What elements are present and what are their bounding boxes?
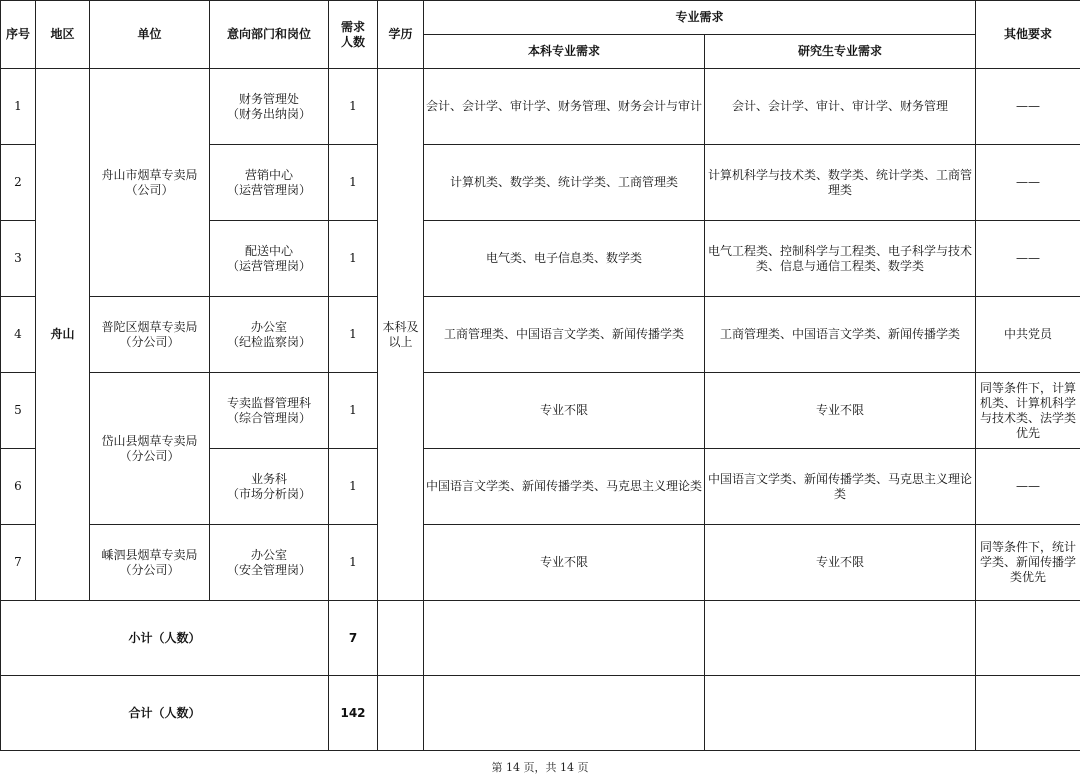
row-grad: 专业不限 — [705, 373, 976, 449]
row-count: 1 — [329, 449, 378, 525]
row-count: 1 — [329, 69, 378, 145]
row-dept: 业务科 （市场分析岗） — [210, 449, 329, 525]
header-region: 地区 — [36, 1, 90, 69]
empty-cell — [378, 601, 424, 676]
empty-cell — [705, 676, 976, 751]
row-other: —— — [976, 221, 1080, 297]
row-seq: 2 — [1, 145, 36, 221]
row-seq: 5 — [1, 373, 36, 449]
row-undergrad: 会计、会计学、审计学、财务管理、财务会计与审计 — [424, 69, 705, 145]
row-count: 1 — [329, 221, 378, 297]
row-seq: 4 — [1, 297, 36, 373]
row-other: 中共党员 — [976, 297, 1080, 373]
row-other: —— — [976, 145, 1080, 221]
row-dept: 营销中心 （运营管理岗） — [210, 145, 329, 221]
row-grad: 专业不限 — [705, 525, 976, 601]
row-dept: 办公室 （纪检监察岗） — [210, 297, 329, 373]
row-undergrad: 专业不限 — [424, 525, 705, 601]
row-grad: 工商管理类、中国语言文学类、新闻传播学类 — [705, 297, 976, 373]
header-undergrad: 本科专业需求 — [424, 35, 705, 69]
row-other: —— — [976, 449, 1080, 525]
table-row — [1, 373, 1080, 449]
row-other: 同等条件下，统计学类、新闻传播学类优先 — [976, 525, 1080, 601]
row-undergrad: 中国语言文学类、新闻传播学类、马克思主义理论类 — [424, 449, 705, 525]
empty-cell — [976, 601, 1080, 676]
header-grad: 研究生专业需求 — [705, 35, 976, 69]
row-undergrad: 计算机类、数学类、统计学类、工商管理类 — [424, 145, 705, 221]
subtotal-value: 7 — [329, 601, 378, 676]
row-seq: 7 — [1, 525, 36, 601]
total-value: 142 — [329, 676, 378, 751]
empty-cell — [976, 676, 1080, 751]
header-other: 其他要求 — [976, 1, 1080, 69]
education-cell: 本科及 以上 — [378, 69, 424, 601]
empty-cell — [424, 676, 705, 751]
unit-cell: 嵊泗县烟草专卖局 （分公司） — [90, 525, 210, 601]
row-seq: 3 — [1, 221, 36, 297]
row-dept: 专卖监督管理科 （综合管理岗） — [210, 373, 329, 449]
row-other: 同等条件下，计算机类、计算机科学与技术类、法学类优先 — [976, 373, 1080, 449]
subtotal-row — [1, 601, 1080, 676]
row-seq: 1 — [1, 69, 36, 145]
row-seq: 6 — [1, 449, 36, 525]
total-row — [1, 676, 1080, 751]
unit-cell: 普陀区烟草专卖局 （分公司） — [90, 297, 210, 373]
table-row — [1, 297, 1080, 373]
table-row — [1, 69, 1080, 145]
table-row — [1, 525, 1080, 601]
header-count: 需求 人数 — [329, 1, 378, 69]
row-grad: 中国语言文学类、新闻传播学类、马克思主义理论类 — [705, 449, 976, 525]
row-undergrad: 工商管理类、中国语言文学类、新闻传播学类 — [424, 297, 705, 373]
page-footer: 第 14 页，共 14 页 — [491, 761, 589, 774]
header-row-1 — [1, 1, 1080, 35]
unit-cell: 舟山市烟草专卖局 （公司） — [90, 69, 210, 297]
row-grad: 会计、会计学、审计、审计学、财务管理 — [705, 69, 976, 145]
empty-cell — [378, 676, 424, 751]
row-undergrad: 电气类、电子信息类、数学类 — [424, 221, 705, 297]
region-cell: 舟山 — [36, 69, 90, 601]
row-count: 1 — [329, 297, 378, 373]
subtotal-label: 小计（人数） — [1, 601, 329, 676]
row-undergrad: 专业不限 — [424, 373, 705, 449]
row-count: 1 — [329, 525, 378, 601]
total-label: 合计（人数） — [1, 676, 329, 751]
header-education: 学历 — [378, 1, 424, 69]
header-major: 专业需求 — [424, 1, 976, 35]
row-count: 1 — [329, 145, 378, 221]
row-grad: 计算机科学与技术类、数学类、统计学类、工商管理类 — [705, 145, 976, 221]
header-unit: 单位 — [90, 1, 210, 69]
row-dept: 财务管理处 （财务出纳岗） — [210, 69, 329, 145]
header-seq: 序号 — [1, 1, 36, 69]
empty-cell — [705, 601, 976, 676]
row-dept: 配送中心 （运营管理岗） — [210, 221, 329, 297]
row-grad: 电气工程类、控制科学与工程类、电子科学与技术类、信息与通信工程类、数学类 — [705, 221, 976, 297]
row-other: —— — [976, 69, 1080, 145]
row-dept: 办公室 （安全管理岗） — [210, 525, 329, 601]
unit-cell: 岱山县烟草专卖局 （分公司） — [90, 373, 210, 525]
header-dept: 意向部门和岗位 — [210, 1, 329, 69]
row-count: 1 — [329, 373, 378, 449]
empty-cell — [424, 601, 705, 676]
